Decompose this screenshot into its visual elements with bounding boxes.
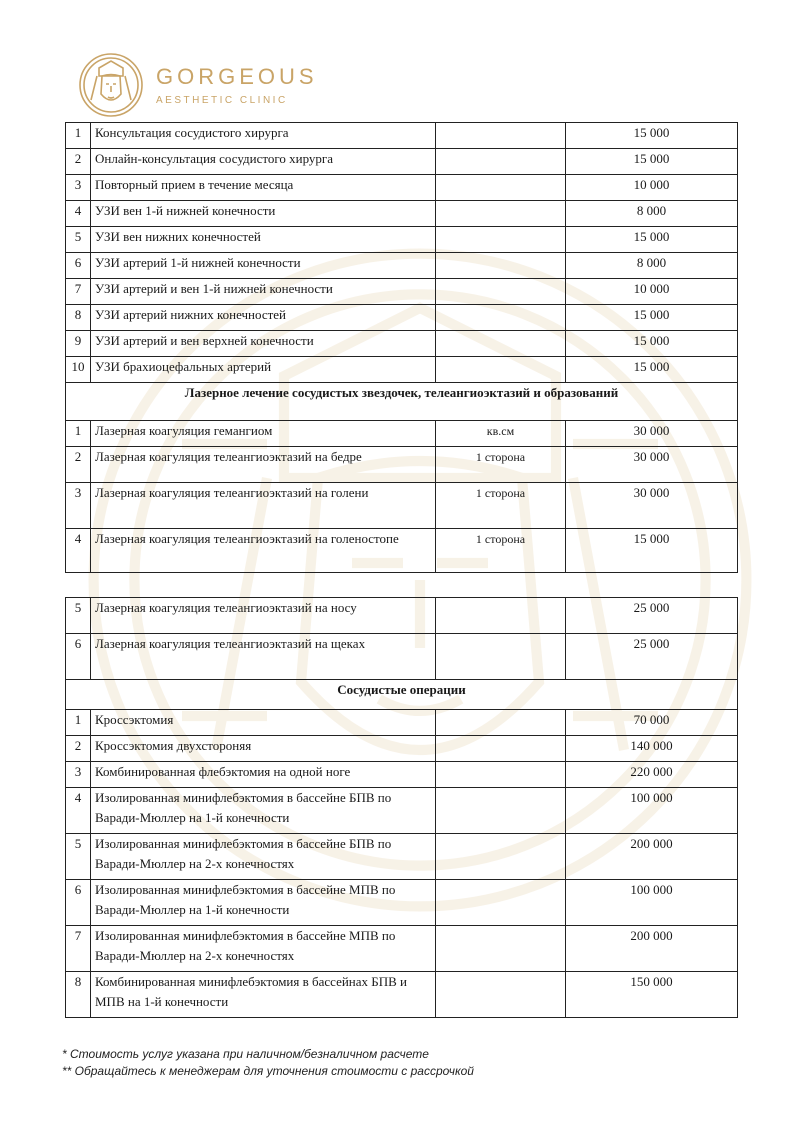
service-unit xyxy=(436,279,566,305)
service-name: Кроссэктомия двухстороняя xyxy=(91,736,436,762)
section-title: Сосудистые операции xyxy=(66,680,738,710)
service-unit xyxy=(436,175,566,201)
service-unit: 1 сторона xyxy=(436,529,566,573)
service-price: 10 000 xyxy=(566,279,738,305)
table-row xyxy=(66,834,738,880)
service-unit xyxy=(436,357,566,383)
table-row xyxy=(66,483,738,529)
service-name: УЗИ артерий и вен верхней конечности xyxy=(91,331,436,357)
row-number: 3 xyxy=(66,175,91,201)
service-name: Лазерная коагуляция телеангиоэктазий на голени xyxy=(91,483,436,529)
row-number: 7 xyxy=(66,279,91,305)
row-number: 8 xyxy=(66,972,91,1018)
table-row xyxy=(66,634,738,680)
service-price: 15 000 xyxy=(566,149,738,175)
row-number: 1 xyxy=(66,123,91,149)
service-price: 15 000 xyxy=(566,331,738,357)
row-number: 8 xyxy=(66,305,91,331)
row-number: 4 xyxy=(66,201,91,227)
table-row xyxy=(66,762,738,788)
service-name: Онлайн-консультация сосудистого хирурга xyxy=(91,149,436,175)
service-unit: 1 сторона xyxy=(436,447,566,483)
service-price: 15 000 xyxy=(566,357,738,383)
table-row xyxy=(66,421,738,447)
table-row xyxy=(66,305,738,331)
service-price: 150 000 xyxy=(566,972,738,1018)
service-unit xyxy=(436,926,566,972)
service-unit: 1 сторона xyxy=(436,483,566,529)
table-row xyxy=(66,972,738,1018)
service-unit xyxy=(436,331,566,357)
service-unit xyxy=(436,788,566,834)
service-price: 200 000 xyxy=(566,926,738,972)
service-price: 15 000 xyxy=(566,529,738,573)
footnote-installment: ** Обращайтесь к менеджерам для уточнения стоимости с рассрочкой xyxy=(62,1064,474,1078)
service-price: 220 000 xyxy=(566,762,738,788)
table-row xyxy=(66,788,738,834)
row-number: 3 xyxy=(66,483,91,529)
service-unit xyxy=(436,834,566,880)
service-price: 10 000 xyxy=(566,175,738,201)
section-header-laser xyxy=(66,383,738,421)
service-price: 30 000 xyxy=(566,421,738,447)
service-price: 8 000 xyxy=(566,253,738,279)
brand-tagline: AESTHETIC CLINIC xyxy=(156,94,288,106)
service-name: Комбинированная флебэктомия на одной ноге xyxy=(91,762,436,788)
table-row xyxy=(66,253,738,279)
service-unit xyxy=(436,598,566,634)
service-price: 25 000 xyxy=(566,598,738,634)
section-title: Лазерное лечение сосудистых звездочек, телеангиоэктазий и образований xyxy=(66,383,738,421)
row-number: 6 xyxy=(66,253,91,279)
service-price: 100 000 xyxy=(566,880,738,926)
service-name: Изолированная минифлебэктомия в бассейне МПВ по Варади-Мюллер на 2-х конечностях xyxy=(91,926,436,972)
service-name: Лазерная коагуляция гемангиом xyxy=(91,421,436,447)
service-name: УЗИ артерий 1-й нижней конечности xyxy=(91,253,436,279)
service-price: 100 000 xyxy=(566,788,738,834)
section-header-surgery xyxy=(66,680,738,710)
service-name: Лазерная коагуляция телеангиоэктазий на носу xyxy=(91,598,436,634)
price-table-laser-surgery xyxy=(65,597,738,1018)
service-unit xyxy=(436,972,566,1018)
service-price: 30 000 xyxy=(566,447,738,483)
service-unit xyxy=(436,762,566,788)
table-row xyxy=(66,331,738,357)
table-row xyxy=(66,736,738,762)
service-name: Комбинированная минифлебэктомия в бассейнах БПВ и МПВ на 1-й конечности xyxy=(91,972,436,1018)
service-price: 8 000 xyxy=(566,201,738,227)
service-name: Лазерная коагуляция телеангиоэктазий на бедре xyxy=(91,447,436,483)
footnote-payment: * Стоимость услуг указана при наличном/безналичном расчете xyxy=(62,1047,429,1061)
row-number: 1 xyxy=(66,421,91,447)
service-name: Изолированная минифлебэктомия в бассейне МПВ по Варади-Мюллер на 1-й конечности xyxy=(91,880,436,926)
service-price: 30 000 xyxy=(566,483,738,529)
table-row xyxy=(66,529,738,573)
service-unit xyxy=(436,253,566,279)
service-unit xyxy=(436,736,566,762)
service-price: 70 000 xyxy=(566,710,738,736)
row-number: 2 xyxy=(66,736,91,762)
row-number: 3 xyxy=(66,762,91,788)
clinic-logo xyxy=(78,52,318,118)
service-name: Повторный прием в течение месяца xyxy=(91,175,436,201)
row-number: 5 xyxy=(66,834,91,880)
service-unit xyxy=(436,201,566,227)
row-number: 1 xyxy=(66,710,91,736)
service-name: УЗИ вен нижних конечностей xyxy=(91,227,436,253)
row-number: 2 xyxy=(66,149,91,175)
row-number: 9 xyxy=(66,331,91,357)
service-price: 15 000 xyxy=(566,123,738,149)
service-unit xyxy=(436,227,566,253)
table-row xyxy=(66,175,738,201)
table-row xyxy=(66,149,738,175)
service-name: Изолированная минифлебэктомия в бассейне БПВ по Варади-Мюллер на 1-й конечности xyxy=(91,788,436,834)
pharaoh-emblem-icon xyxy=(78,52,144,118)
service-unit: кв.см xyxy=(436,421,566,447)
service-name: УЗИ артерий нижних конечностей xyxy=(91,305,436,331)
row-number: 5 xyxy=(66,598,91,634)
service-price: 25 000 xyxy=(566,634,738,680)
service-price: 140 000 xyxy=(566,736,738,762)
service-name: Изолированная минифлебэктомия в бассейне БПВ по Варади-Мюллер на 2-х конечностях xyxy=(91,834,436,880)
service-unit xyxy=(436,305,566,331)
row-number: 6 xyxy=(66,634,91,680)
table-row xyxy=(66,227,738,253)
row-number: 6 xyxy=(66,880,91,926)
row-number: 2 xyxy=(66,447,91,483)
table-row xyxy=(66,357,738,383)
service-unit xyxy=(436,149,566,175)
service-name: Лазерная коагуляция телеангиоэктазий на щеках xyxy=(91,634,436,680)
service-name: УЗИ вен 1-й нижней конечности xyxy=(91,201,436,227)
row-number: 4 xyxy=(66,529,91,573)
service-price: 15 000 xyxy=(566,227,738,253)
table-row xyxy=(66,123,738,149)
service-unit xyxy=(436,634,566,680)
service-price: 15 000 xyxy=(566,305,738,331)
footnotes xyxy=(62,1046,474,1080)
table-row xyxy=(66,710,738,736)
table-row xyxy=(66,598,738,634)
table-row xyxy=(66,447,738,483)
table-row xyxy=(66,926,738,972)
service-name: Лазерная коагуляция телеангиоэктазий на голеностопе xyxy=(91,529,436,573)
service-price: 200 000 xyxy=(566,834,738,880)
row-number: 5 xyxy=(66,227,91,253)
row-number: 4 xyxy=(66,788,91,834)
table-row xyxy=(66,201,738,227)
table-row xyxy=(66,279,738,305)
service-unit xyxy=(436,880,566,926)
service-name: УЗИ брахиоцефальных артерий xyxy=(91,357,436,383)
brand-name: GORGEOUS xyxy=(156,63,318,89)
price-table-consultations-laser xyxy=(65,122,738,573)
service-name: УЗИ артерий и вен 1-й нижней конечности xyxy=(91,279,436,305)
row-number: 10 xyxy=(66,357,91,383)
table-row xyxy=(66,880,738,926)
row-number: 7 xyxy=(66,926,91,972)
service-unit xyxy=(436,710,566,736)
service-unit xyxy=(436,123,566,149)
service-name: Кроссэктомия xyxy=(91,710,436,736)
service-name: Консультация сосудистого хирурга xyxy=(91,123,436,149)
